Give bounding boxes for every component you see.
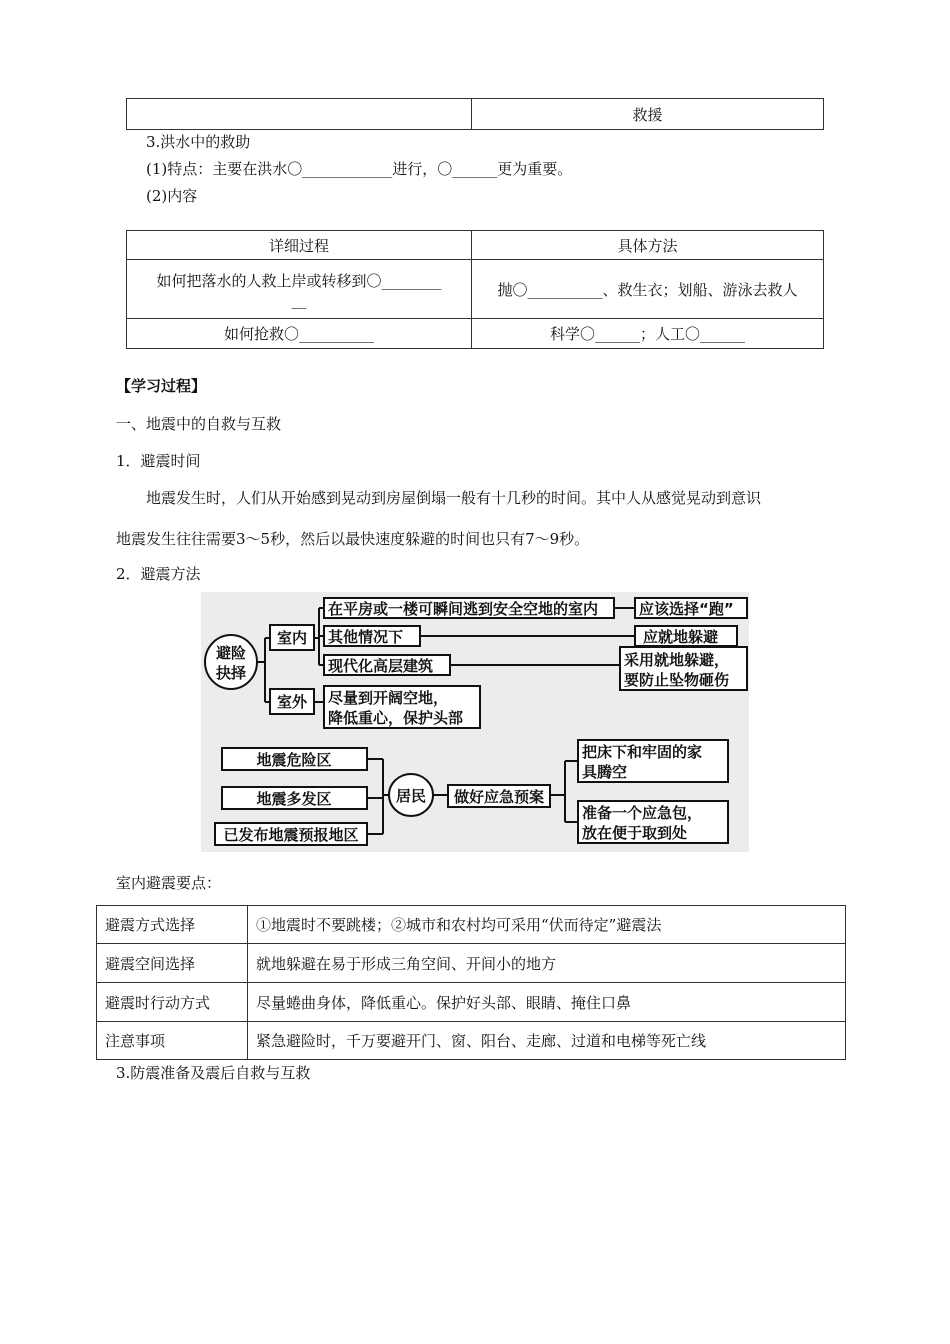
- plan-item-label: 放在便于取到处: [582, 824, 688, 842]
- table-row-value: 尽量蜷曲身体，降低重心。保护好头部、眼睛、掩住口鼻: [248, 983, 846, 1022]
- indoor-case-label: 现代化高层建筑: [328, 657, 434, 675]
- area-label: 地震危险区: [256, 751, 332, 769]
- resident-label: 居民: [395, 787, 427, 805]
- outdoor-label: 室外: [276, 693, 308, 711]
- flood-table-cell: 抛〇__________、救生衣；划船、游泳去救人: [472, 260, 824, 319]
- table-row-value: 紧急避险时，千万要避开门、窗、阳台、走廊、过道和电梯等死亡线: [248, 1022, 846, 1060]
- plan-label: 做好应急预案: [453, 788, 545, 806]
- avoidance-diagram: [201, 592, 749, 852]
- process-title: 【学习过程】: [116, 377, 207, 395]
- flood-point-1: (1)特点：主要在洪水〇____________进行，〇______更为重要。: [146, 160, 573, 178]
- indoor-label: 室内: [276, 629, 308, 647]
- flood-table-cell-text-cont: __: [291, 290, 307, 309]
- section-3-heading: 3.防震准备及震后自救与互救: [116, 1064, 311, 1082]
- flood-table: [126, 230, 824, 349]
- root-label: 抉择: [215, 664, 247, 682]
- top-table: [126, 98, 824, 130]
- flood-table-cell: 科学〇______；人工〇______: [472, 319, 824, 349]
- flood-table-header-process: 详细过程: [127, 231, 472, 260]
- indoor-action-label: 采用就地躲避，: [624, 651, 730, 669]
- plan-item-label: 准备一个应急包，: [582, 804, 703, 822]
- table-row-value: 就地躲避在易于形成三角空间、开间小的地方: [248, 944, 846, 983]
- paragraph-line: 地震发生时，人们从开始感到晃动到房屋倒塌一般有十几秒的时间。其中人从感觉晃动到意识: [146, 489, 762, 507]
- indoor-case-label: 在平房或一楼可瞬间逃到安全空地的室内: [328, 600, 599, 618]
- indoor-points-table: [96, 905, 846, 1060]
- flood-table-cell: [127, 260, 472, 319]
- flood-heading: 3.洪水中的救助: [146, 133, 251, 151]
- indoor-action-label: 要防止坠物砸伤: [624, 671, 730, 689]
- outdoor-action-label: 降低重心，保护头部: [328, 709, 464, 727]
- table-row-label: 避震时行动方式: [97, 983, 248, 1022]
- outdoor-action-label: 尽量到开阔空地，: [328, 689, 449, 707]
- sub-heading-2: 2．避震方法: [116, 565, 201, 583]
- area-label: 地震多发区: [256, 790, 332, 808]
- indoor-action-label: 应该选择“跑”: [639, 600, 734, 618]
- table-row-value: ①地震时不要跳楼；②城市和农村均可采用“伏而待定”避震法: [248, 906, 846, 944]
- table-row-label: 避震空间选择: [97, 944, 248, 983]
- flood-table-header-method: 具体方法: [472, 231, 824, 260]
- paragraph-line: 地震发生往往需要3～5秒，然后以最快速度躲避的时间也只有7～9秒。: [116, 530, 590, 548]
- root-label: 避险: [215, 644, 247, 662]
- top-table-right-cell: 救援: [472, 99, 824, 130]
- indoor-action-label: 应就地躲避: [643, 628, 719, 646]
- table-row-label: 注意事项: [97, 1022, 248, 1060]
- flood-table-cell: 如何抢救〇__________: [127, 319, 472, 349]
- plan-item-label: 把床下和牢固的家: [582, 743, 703, 761]
- top-table-left-cell: [127, 99, 472, 130]
- indoor-points-label: 室内避震要点：: [116, 874, 222, 892]
- sub-heading-1: 1．避震时间: [116, 452, 201, 470]
- flood-table-cell-text: 如何把落水的人救上岸或转移到〇________: [156, 271, 442, 290]
- section-1-heading: 一、地震中的自救与互救: [116, 415, 282, 433]
- table-row-label: 避震方式选择: [97, 906, 248, 944]
- indoor-case-label: 其他情况下: [328, 628, 404, 646]
- area-label: 已发布地震预报地区: [223, 826, 359, 844]
- plan-item-label: 具腾空: [582, 763, 628, 781]
- flood-point-2: (2)内容: [146, 187, 198, 205]
